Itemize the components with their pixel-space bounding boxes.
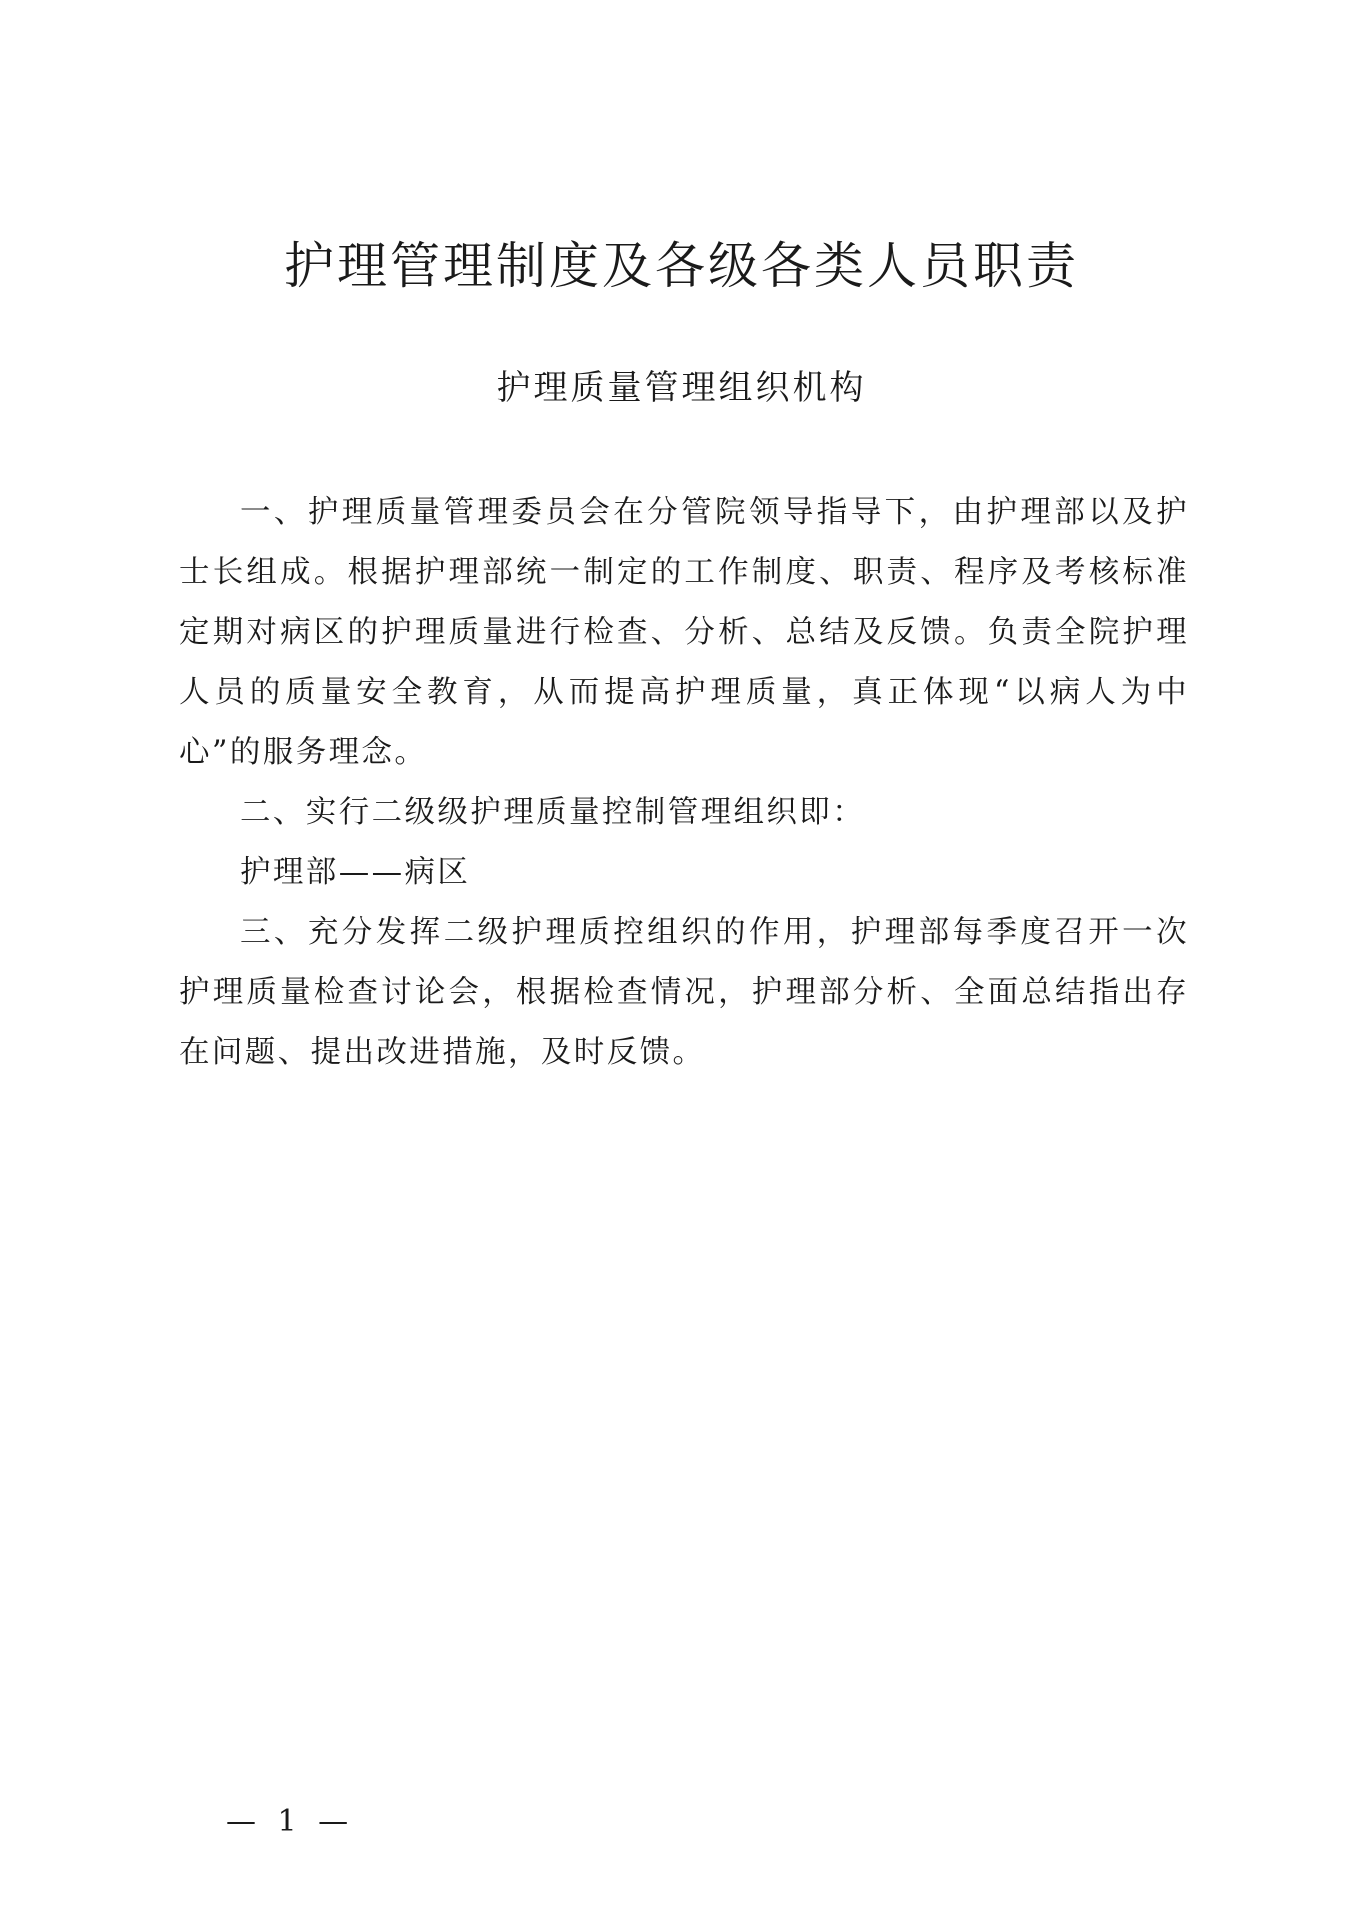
- document-body: [179, 483, 1189, 1083]
- document-subtitle: 护理质量管理组织机构: [496, 368, 867, 408]
- paragraph-2: 二、实行二级级护理质量控制管理组织即：: [240, 795, 866, 830]
- paragraph-4: 三、充分发挥二级护理质控组织的作用，护理部每季度召开一次护理质量检查讨论会，根据检查情况，护理部分析、全面总结指出存在问题、提出改进措施，及时反馈。: [179, 915, 1189, 1070]
- document-title: 护理管理制度及各级各类人员职责: [284, 237, 1079, 295]
- paragraph-3: 护理部——病区: [240, 855, 471, 890]
- page-number: — 1 —: [226, 1804, 355, 1839]
- paragraph-1: 一、护理质量管理委员会在分管院领导指导下，由护理部以及护士长组成。根据护理部统一制定的工作制度、职责、程序及考核标准定期对病区的护理质量进行检查、分析、总结及反馈。负责全院护理人员的质量安全教育，从而提高护理质量，真正体现“以病人为中心”的服务理念。: [179, 495, 1189, 770]
